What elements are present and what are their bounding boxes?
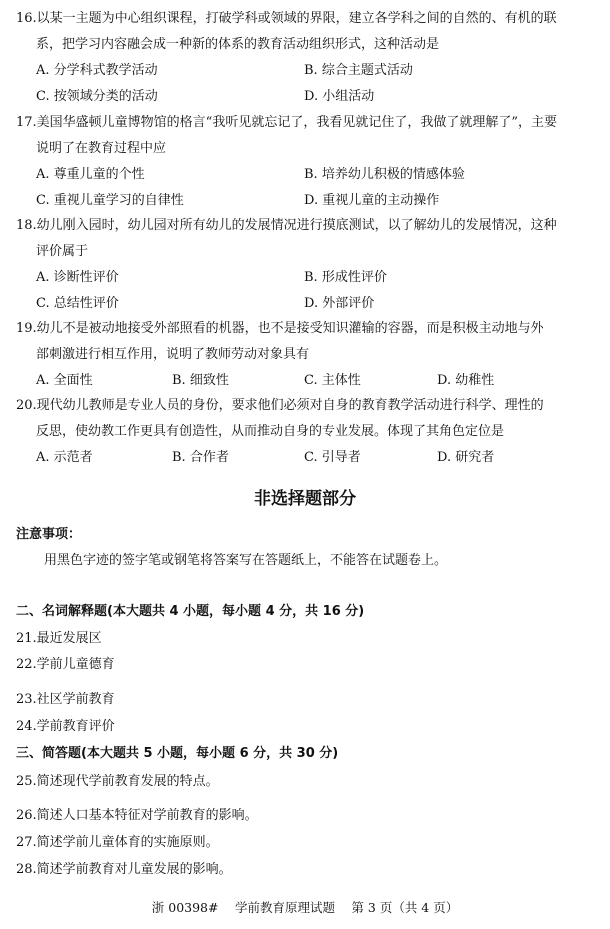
part2-item: 24.学前教育评价 bbox=[16, 719, 115, 734]
question-17-option-c: C. 重视儿童学习的自律性 bbox=[36, 193, 184, 208]
question-18-option-d: D. 外部评价 bbox=[304, 296, 375, 311]
notice-text: 用黑色字迹的签字笔或钢笔将答案写在答题纸上，不能答在试题卷上。 bbox=[44, 553, 448, 568]
question-16-option-a: A. 分学科式教学活动 bbox=[36, 63, 158, 78]
notice-heading: 注意事项： bbox=[16, 527, 82, 542]
part3-item: 25.简述现代学前教育发展的特点。 bbox=[16, 774, 219, 789]
question-18-option-b: B. 形成性评价 bbox=[304, 270, 387, 285]
question-19-line2: 部刺激进行相互作用，说明了教师劳动对象具有 bbox=[36, 347, 310, 362]
question-17-option-d: D. 重视儿童的主动操作 bbox=[304, 193, 440, 208]
question-16-line2: 系，把学习内容融会成一种新的体系的教育活动组织形式，这种活动是 bbox=[36, 37, 440, 52]
question-20-option-c: C. 引导者 bbox=[304, 450, 361, 465]
part2-item: 23.社区学前教育 bbox=[16, 692, 115, 707]
question-17-line1: 17.美国华盛顿儿童博物馆的格言“我听见就忘记了，我看见就记住了，我做了就理解了”，主要 bbox=[16, 115, 557, 130]
question-20-line1: 20.现代幼儿教师是专业人员的身份，要求他们必须对自身的教育教学活动进行科学、理性的 bbox=[16, 398, 544, 413]
question-18-option-a: A. 诊断性评价 bbox=[36, 270, 119, 285]
question-17-option-b: B. 培养幼儿积极的情感体验 bbox=[304, 167, 465, 182]
question-16-option-d: D. 小组活动 bbox=[304, 89, 375, 104]
part2-heading: 二、名词解释题(本大题共 4 小题，每小题 4 分，共 16 分) bbox=[16, 604, 365, 619]
page-footer: 浙 00398# 学前教育原理试题 第 3 页（共 4 页） bbox=[151, 900, 459, 915]
section-title: 非选择题部分 bbox=[254, 489, 356, 509]
question-20-option-d: D. 研究者 bbox=[437, 450, 495, 465]
question-20-option-a: A. 示范者 bbox=[36, 450, 93, 465]
question-19-option-b: B. 细致性 bbox=[172, 373, 229, 388]
question-16-line1: 16.以某一主题为中心组织课程，打破学科或领域的界限，建立各学科之间的自然的、有机的联 bbox=[16, 11, 557, 26]
question-20-line2: 反思，使幼教工作更具有创造性，从而推动自身的专业发展。体现了其角色定位是 bbox=[36, 424, 505, 439]
question-16-option-b: B. 综合主题式活动 bbox=[304, 63, 413, 78]
question-20-option-b: B. 合作者 bbox=[172, 450, 229, 465]
question-17-line2: 说明了在教育过程中应 bbox=[36, 141, 167, 156]
part2-item: 21.最近发展区 bbox=[16, 631, 102, 646]
part3-item: 26.简述人口基本特征对学前教育的影响。 bbox=[16, 808, 258, 823]
question-18-option-c: C. 总结性评价 bbox=[36, 296, 119, 311]
part2-item: 22.学前儿童德育 bbox=[16, 657, 115, 672]
question-19-option-a: A. 全面性 bbox=[36, 373, 93, 388]
part3-item: 27.简述学前儿童体育的实施原则。 bbox=[16, 835, 219, 850]
question-19-option-c: C. 主体性 bbox=[304, 373, 361, 388]
question-19-option-d: D. 幼稚性 bbox=[437, 373, 495, 388]
part3-item: 28.简述学前教育对儿童发展的影响。 bbox=[16, 862, 232, 877]
question-18-line2: 评价属于 bbox=[36, 244, 89, 259]
question-16-option-c: C. 按领域分类的活动 bbox=[36, 89, 158, 104]
question-17-option-a: A. 尊重儿童的个性 bbox=[36, 167, 145, 182]
part3-heading: 三、简答题(本大题共 5 小题，每小题 6 分，共 30 分) bbox=[16, 746, 339, 761]
question-19-line1: 19.幼儿不是被动地接受外部照看的机器，也不是接受知识灌输的容器，而是积极主动地与外 bbox=[16, 321, 544, 336]
question-18-line1: 18.幼儿刚入园时，幼儿园对所有幼儿的发展情况进行摸底测试，以了解幼儿的发展情况，这种 bbox=[16, 218, 557, 233]
